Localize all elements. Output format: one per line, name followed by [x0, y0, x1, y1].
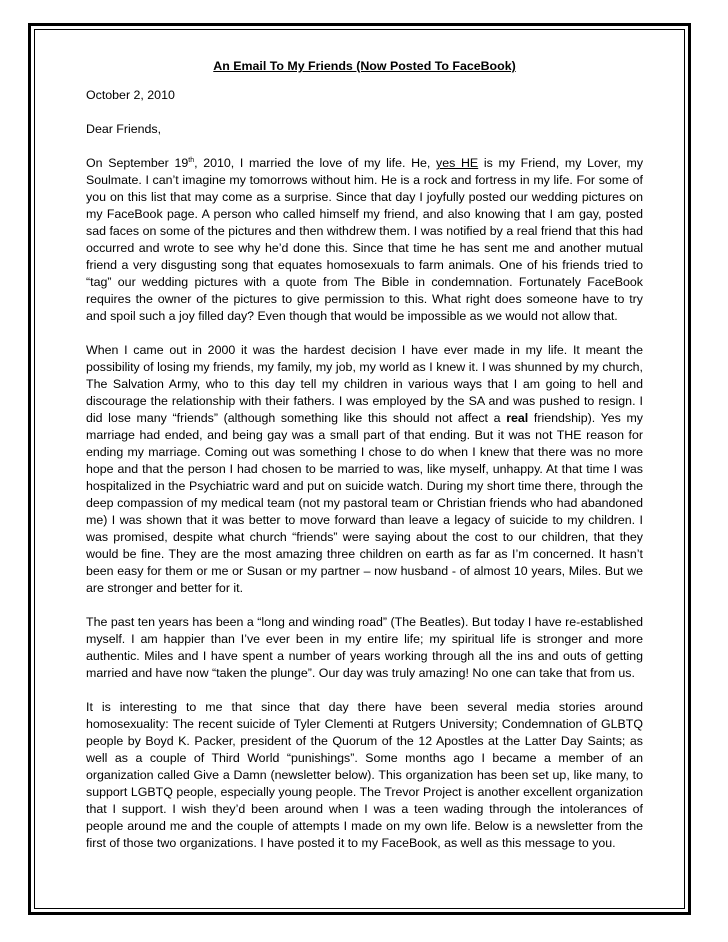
bold-emphasis: real — [506, 411, 529, 425]
paragraph-2-text-a: When I came out in 2000 it was the hardest decision I have ever made in my life. It meant the possibility of losing my friends, my family, my job, my world as I knew it. I was shunned by my church, The Salvation Army, who to this day tell my children in various ways that I am going to hell and discourage the relationship with their fathers. I was employed by the SA and was pushed to resign. I did lose many “friends” (although something like this should not affect a — [86, 343, 643, 425]
paragraph-2 — [86, 342, 643, 597]
paragraph-2-text-b: friendship). Yes my marriage had ended, and being gay was a small part of that ending. But it was not THE reason for ending my marriage. Coming out was something I chose to do when I knew that there was no more hope and that the person I had chosen to be married to was, like myself, unhappy. At that time I was hospitalized in the Psychiatric ward and put on suicide watch. During my short time there, through the deep compassion of my medical team (not my pastoral team or Christian friends who had abandoned me) I was shown that it was better to move forward than leave a legacy of suicide to my children. I was promised, despite what church “friends” were saying about the cost to our children, that they would be fine. They are the most amazing three children on earth as far as I’m concerned. It hasn’t been easy for them or me or Susan or my partner – now husband - of almost 10 years, Miles. But we are stronger and better for it. — [86, 411, 643, 595]
document-title: An Email To My Friends (Now Posted To FaceBook) — [213, 59, 516, 73]
paragraph-1-text-c: is my Friend, my Lover, my Soulmate. I can’t imagine my tomorrows without him. He is a rock and fortress in my life. For some of you on this list that may come as a surprise. Since that day I joyfully posted our wedding pictures on my FaceBook page. A person who called himself my friend, and also knowing that I am gay, posted sad faces on some of the pictures and then withdrew them. I was notified by a real friend that this had occurred and wrote to see why he’d done this. Since that time he has sent me and another mutual friend a very disgusting song that equates homosexuals to farm animals. One of his friends tried to “tag” our wedding pictures with a quote from The Bible in condemnation. Fortunately FaceBook requires the owner of the pictures to give permission to this. What right does someone have to try and spoil such a joy filled day? Even though that would be impossible as we would not allow that. — [86, 156, 644, 323]
paragraph-1-text-a: On September 19 — [86, 156, 189, 170]
paragraph-4: It is interesting to me that since that day there have been several media stories around homosexuality: The recent suicide of Tyler Clementi at Rutgers University; Condemnation of GLBTQ people by Boyd K. Packer, president of the Quorum of the 12 Apostles at the Latter Day Saints; as well as a couple of Third World “punishings”. Some months ago I became a member of an organization called Give a Damn (newsletter below). This organization has been set up, like many, to support LGBTQ people, especially young people. The Trevor Project is another excellent organization that I support. I wish they’d been around when I was a teen wading through the intolerances of people around me and the couple of attempts I made on my own life. Below is a newsletter from the first of those two organizations. I have posted it to my FaceBook, as well as this message to you. — [86, 700, 643, 850]
salutation: Dear Friends, — [86, 122, 162, 136]
ordinal-suffix: th — [188, 156, 195, 164]
paragraph-3: The past ten years has been a “long and winding road” (The Beatles). But today I have re-established myself. I am happier than I’ve ever been in my entire life; my spiritual life is stronger and more authentic. Miles and I have spent a number of years working through all the ins and outs of getting married and have now “taken the plunge”. Our day was truly amazing! No one can take that from us. — [86, 615, 643, 680]
date-line: October 2, 2010 — [86, 88, 175, 102]
paragraph-1-text-b: , 2010, I married the love of my life. He, — [194, 156, 437, 170]
paragraph-1 — [86, 155, 643, 325]
underlined-emphasis: yes HE — [436, 156, 479, 170]
document-body — [86, 58, 643, 869]
